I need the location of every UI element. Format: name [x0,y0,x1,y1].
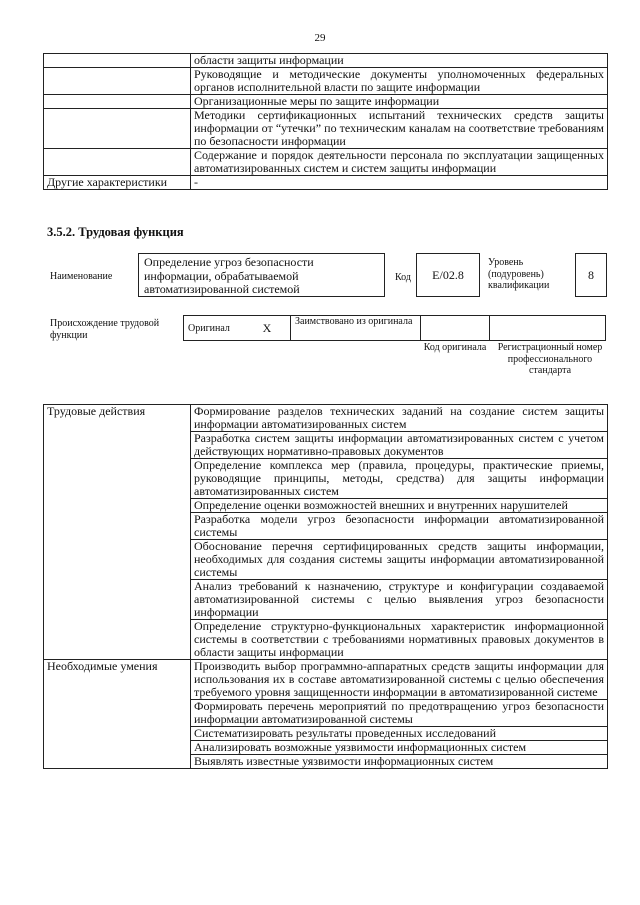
function-code: Е/02.8 [416,253,480,297]
borrowed-label: Заимствовано из оригинала [291,316,421,341]
table-row [44,68,608,95]
labor-action: Формирование разделов технических заданий на создание систем защиты информации автоматизированных систем [191,405,608,432]
row-label [44,68,191,95]
reg-number-cell [490,316,606,341]
origin-table [183,315,606,341]
row-label [44,109,191,149]
table-row [44,176,608,190]
qualification-level-label: Уровень (подуровень) квалификации [488,257,550,291]
original-label: Оригинал [184,316,245,341]
skill: Анализировать возможные уязвимости информационных систем [191,741,608,755]
table-row [44,95,608,109]
skills-label: Необходимые умения [44,660,191,769]
row-text: Руководящие и методические документы уполномоченных федеральных органов исполнительной власти по защите информации [191,68,608,95]
name-label: Наименование [50,271,113,282]
row-label [44,95,191,109]
row-text: области защиты информации [191,54,608,68]
labor-action: Определение структурно-функциональных характеристик информационной системы в соответствии с требованиями нормативных правовых документов в области защиты информации [191,620,608,660]
section-title: 3.5.2. Трудовая функция [47,225,184,239]
labor-action: Разработка систем защиты информации автоматизированных систем с учетом действующих нормативно-правовых документов [191,432,608,459]
knowledge-table-continuation [43,53,608,190]
code-original-label: Код оригинала [423,342,487,353]
skill: Выявлять известные уязвимости информационных систем [191,755,608,769]
labor-actions-label: Трудовые действия [44,405,191,660]
reg-number-label: Регистрационный номер профессионального стандарта [497,342,603,376]
row-text: Методики сертификационных испытаний технических средств защиты информации от “утечки” по техническим каналам на соответствие требованиям по безопасности информации [191,109,608,149]
labor-function-table [43,404,608,769]
labor-action: Разработка модели угроз безопасности информации автоматизированной системы [191,513,608,540]
original-mark: X [244,316,291,341]
code-label: Код [395,272,411,283]
labor-action: Определение комплекса мер (правила, процедуры, практические приемы, руководящие принципы, методы, средства) для защиты информации автоматизированных систем [191,459,608,499]
table-row [44,109,608,149]
skill: Формировать перечень мероприятий по предотвращению угроз безопасности информации автоматизированной системы [191,700,608,727]
table-row [44,54,608,68]
labor-action: Обоснование перечня сертифицированных средств защиты информации, необходимых для создания системы защиты информации автоматизированной системы [191,540,608,580]
row-label: Другие характеристики [44,176,191,190]
row-label [44,149,191,176]
table-row [44,660,608,700]
skill: Систематизировать результаты проведенных исследований [191,727,608,741]
function-name: Определение угроз безопасности информации, обрабатываемой автоматизированной системой [138,253,385,297]
origin-label: Происхождение трудовой функции [50,318,160,341]
page-number: 29 [314,32,326,44]
code-original-cell [421,316,490,341]
labor-action: Определение оценки возможностей внешних и внутренних нарушителей [191,499,608,513]
table-row [44,149,608,176]
labor-action: Анализ требований к назначению, структуре и конфигурации создаваемой автоматизированной системы с целью выявления угроз безопасности информации [191,580,608,620]
table-row [44,405,608,432]
row-text: Организационные меры по защите информации [191,95,608,109]
row-text: - [191,176,608,190]
row-text: Содержание и порядок деятельности персонала по эксплуатации защищенных автоматизированных систем и систем защиты информации [191,149,608,176]
qualification-level: 8 [575,253,607,297]
skill: Производить выбор программно-аппаратных средств защиты информации для использования их в составе автоматизированной системы с целью обеспечения требуемого уровня защищенности информации в автоматизированной системе [191,660,608,700]
row-label [44,54,191,68]
